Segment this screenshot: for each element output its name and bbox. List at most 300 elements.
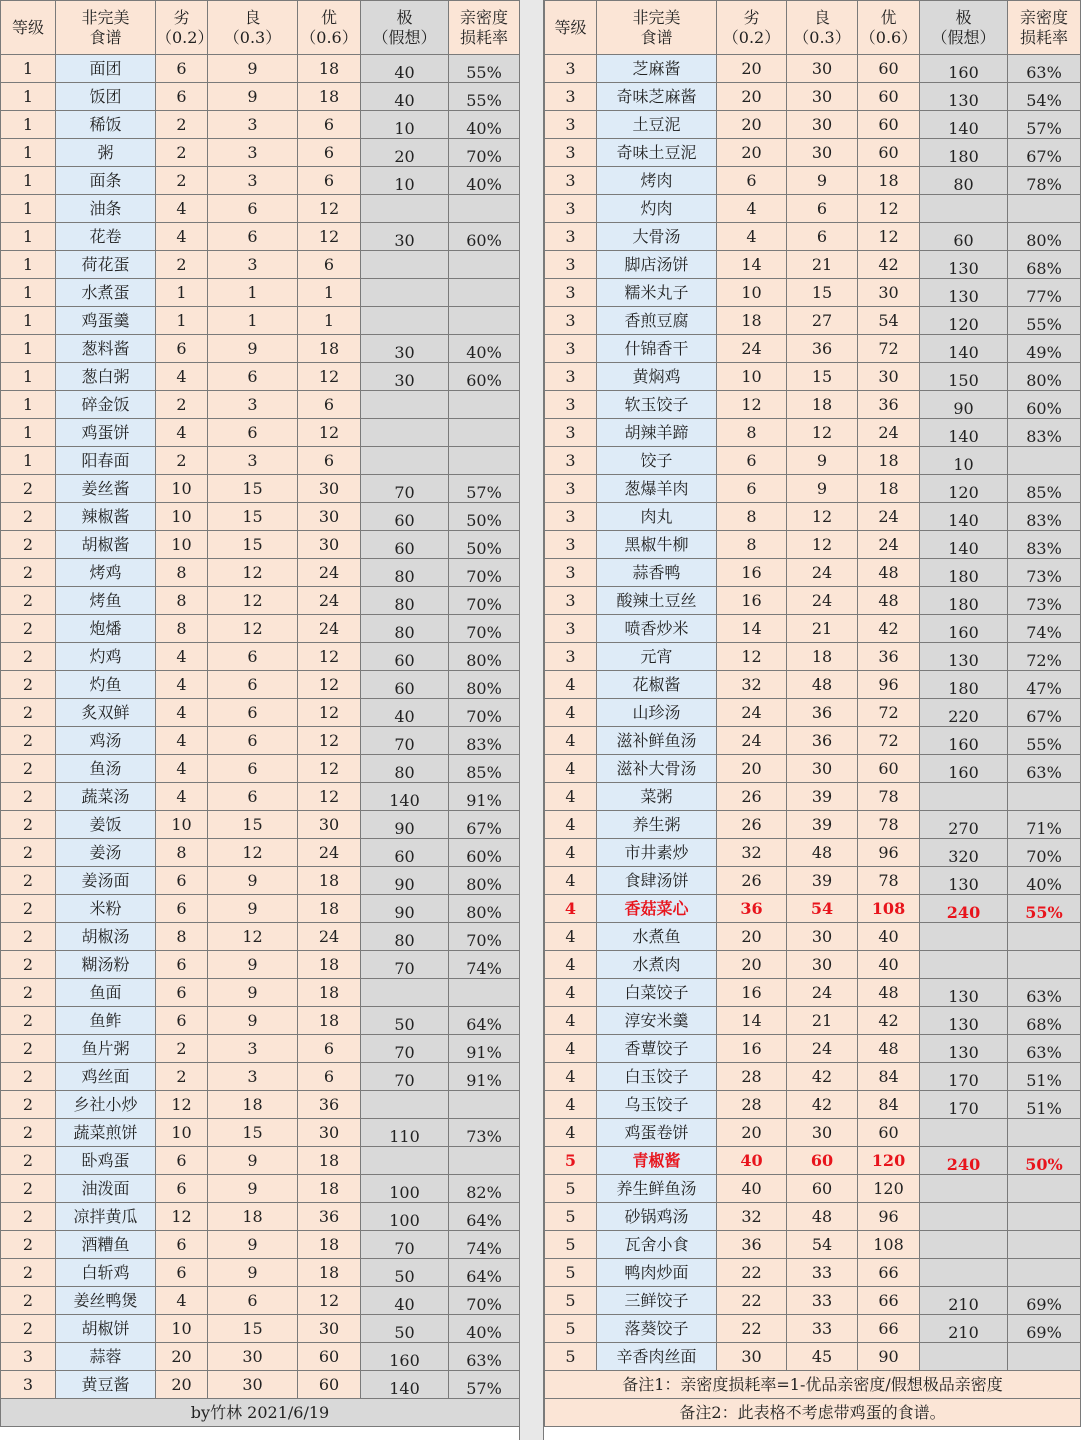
loss-rate-cell bbox=[449, 1147, 520, 1175]
table-row bbox=[1, 923, 520, 951]
loss-rate-cell bbox=[1008, 1119, 1081, 1147]
level-cell: 4 bbox=[545, 979, 597, 1007]
excellent-cell: 78 bbox=[858, 811, 920, 839]
loss-rate-cell: 67% bbox=[1008, 139, 1081, 167]
level-cell: 5 bbox=[545, 1175, 597, 1203]
table-row bbox=[545, 1063, 1081, 1091]
level-cell: 2 bbox=[1, 1231, 56, 1259]
good-cell: 30 bbox=[787, 951, 858, 979]
perfect-cell bbox=[920, 1231, 1008, 1259]
inferior-cell: 2 bbox=[156, 391, 208, 419]
good-cell: 24 bbox=[787, 1035, 858, 1063]
inferior-cell: 1 bbox=[156, 279, 208, 307]
level-cell: 2 bbox=[1, 615, 56, 643]
recipe-name-cell: 面团 bbox=[56, 55, 156, 83]
perfect-cell: 80 bbox=[361, 923, 449, 951]
recipe-name-cell: 滋补鲜鱼汤 bbox=[597, 727, 717, 755]
excellent-cell: 12 bbox=[298, 1287, 361, 1315]
inferior-cell: 10 bbox=[156, 531, 208, 559]
perfect-cell: 120 bbox=[920, 475, 1008, 503]
table-row bbox=[1, 951, 520, 979]
excellent-cell: 48 bbox=[858, 587, 920, 615]
loss-rate-cell: 80% bbox=[449, 643, 520, 671]
level-cell: 2 bbox=[1, 1091, 56, 1119]
perfect-cell: 210 bbox=[920, 1315, 1008, 1343]
good-cell: 6 bbox=[208, 699, 298, 727]
table-row bbox=[1, 139, 520, 167]
perfect-cell: 130 bbox=[920, 867, 1008, 895]
level-cell: 3 bbox=[545, 55, 597, 83]
excellent-cell: 12 bbox=[858, 195, 920, 223]
table-row bbox=[545, 1203, 1081, 1231]
perfect-cell: 180 bbox=[920, 559, 1008, 587]
level-cell: 4 bbox=[545, 1119, 597, 1147]
perfect-cell: 30 bbox=[361, 223, 449, 251]
perfect-cell: 130 bbox=[920, 83, 1008, 111]
excellent-cell: 18 bbox=[298, 335, 361, 363]
recipe-name-cell: 乡社小炒 bbox=[56, 1091, 156, 1119]
good-cell: 3 bbox=[208, 167, 298, 195]
table-row bbox=[545, 531, 1081, 559]
table-row bbox=[1, 419, 520, 447]
recipe-name-cell: 荷花蛋 bbox=[56, 251, 156, 279]
inferior-cell: 8 bbox=[156, 559, 208, 587]
perfect-cell: 60 bbox=[361, 531, 449, 559]
loss-rate-cell: 74% bbox=[449, 1231, 520, 1259]
recipe-name-cell: 软玉饺子 bbox=[597, 391, 717, 419]
excellent-cell: 96 bbox=[858, 671, 920, 699]
excellent-cell: 36 bbox=[858, 643, 920, 671]
recipe-name-cell: 养生粥 bbox=[597, 811, 717, 839]
table-row bbox=[545, 811, 1081, 839]
excellent-cell: 66 bbox=[858, 1259, 920, 1287]
good-cell: 48 bbox=[787, 671, 858, 699]
good-cell: 33 bbox=[787, 1259, 858, 1287]
perfect-cell: 160 bbox=[920, 727, 1008, 755]
loss-rate-cell bbox=[449, 195, 520, 223]
header-row bbox=[545, 1, 1081, 55]
loss-rate-cell: 64% bbox=[449, 1259, 520, 1287]
loss-rate-cell: 69% bbox=[1008, 1315, 1081, 1343]
perfect-cell: 90 bbox=[920, 391, 1008, 419]
table-row bbox=[545, 195, 1081, 223]
loss-rate-cell: 73% bbox=[449, 1119, 520, 1147]
loss-rate-cell: 67% bbox=[1008, 699, 1081, 727]
perfect-cell: 210 bbox=[920, 1287, 1008, 1315]
good-cell: 42 bbox=[787, 1063, 858, 1091]
perfect-cell: 80 bbox=[361, 755, 449, 783]
level-cell: 2 bbox=[1, 671, 56, 699]
good-cell: 9 bbox=[208, 979, 298, 1007]
good-cell: 9 bbox=[208, 55, 298, 83]
inferior-cell: 4 bbox=[156, 671, 208, 699]
excellent-cell: 6 bbox=[298, 1035, 361, 1063]
good-cell: 1 bbox=[208, 279, 298, 307]
perfect-cell bbox=[361, 279, 449, 307]
table-row bbox=[1, 811, 520, 839]
good-cell: 60 bbox=[787, 1175, 858, 1203]
perfect-cell bbox=[361, 307, 449, 335]
recipe-name-cell: 灼鱼 bbox=[56, 671, 156, 699]
level-cell: 4 bbox=[545, 783, 597, 811]
recipe-name-cell: 黄豆酱 bbox=[56, 1371, 156, 1399]
inferior-cell: 18 bbox=[717, 307, 787, 335]
loss-rate-cell: 60% bbox=[449, 223, 520, 251]
recipe-name-cell: 鸡蛋饼 bbox=[56, 419, 156, 447]
inferior-cell: 20 bbox=[717, 55, 787, 83]
excellent-cell: 30 bbox=[858, 363, 920, 391]
inferior-cell: 16 bbox=[717, 559, 787, 587]
perfect-cell: 70 bbox=[361, 1035, 449, 1063]
inferior-cell: 24 bbox=[717, 335, 787, 363]
good-cell: 15 bbox=[208, 811, 298, 839]
excellent-cell: 36 bbox=[858, 391, 920, 419]
level-cell: 1 bbox=[1, 139, 56, 167]
inferior-cell: 20 bbox=[717, 951, 787, 979]
level-cell: 1 bbox=[1, 335, 56, 363]
level-cell: 4 bbox=[545, 811, 597, 839]
good-cell: 54 bbox=[787, 895, 858, 923]
table-row bbox=[1, 83, 520, 111]
loss-rate-cell: 74% bbox=[1008, 615, 1081, 643]
excellent-cell: 78 bbox=[858, 783, 920, 811]
table-row bbox=[545, 55, 1081, 83]
recipe-name-cell: 蔬菜汤 bbox=[56, 783, 156, 811]
good-cell: 3 bbox=[208, 111, 298, 139]
perfect-cell: 60 bbox=[361, 643, 449, 671]
recipe-name-cell: 蒜香鸭 bbox=[597, 559, 717, 587]
inferior-cell: 14 bbox=[717, 251, 787, 279]
perfect-cell: 80 bbox=[361, 615, 449, 643]
good-cell: 6 bbox=[208, 223, 298, 251]
level-cell: 2 bbox=[1, 1287, 56, 1315]
perfect-cell: 70 bbox=[361, 1063, 449, 1091]
excellent-cell: 30 bbox=[298, 475, 361, 503]
good-cell: 3 bbox=[208, 1063, 298, 1091]
excellent-cell: 36 bbox=[298, 1091, 361, 1119]
recipe-name-cell: 糊汤粉 bbox=[56, 951, 156, 979]
table-row bbox=[545, 1175, 1081, 1203]
recipe-name-cell: 饭团 bbox=[56, 83, 156, 111]
good-cell: 48 bbox=[787, 839, 858, 867]
recipe-name-cell: 糯米丸子 bbox=[597, 279, 717, 307]
loss-rate-cell: 80% bbox=[449, 895, 520, 923]
good-cell: 9 bbox=[208, 1147, 298, 1175]
recipe-name-cell: 油泼面 bbox=[56, 1175, 156, 1203]
level-cell: 3 bbox=[545, 587, 597, 615]
level-cell: 4 bbox=[545, 867, 597, 895]
recipe-name-cell: 滋补大骨汤 bbox=[597, 755, 717, 783]
table-row bbox=[1, 867, 520, 895]
perfect-cell: 40 bbox=[361, 1287, 449, 1315]
table-row bbox=[1, 335, 520, 363]
recipe-name-cell: 炙双鲜 bbox=[56, 699, 156, 727]
perfect-cell: 90 bbox=[361, 811, 449, 839]
loss-rate-cell: 70% bbox=[1008, 839, 1081, 867]
table-row bbox=[1, 503, 520, 531]
level-cell: 3 bbox=[545, 195, 597, 223]
table-row bbox=[1, 1343, 520, 1371]
table-row bbox=[1, 1315, 520, 1343]
recipe-name-cell: 烤鱼 bbox=[56, 587, 156, 615]
level-cell: 5 bbox=[545, 1231, 597, 1259]
level-cell: 1 bbox=[1, 167, 56, 195]
header-level: 等级 bbox=[545, 1, 597, 55]
perfect-cell: 120 bbox=[920, 307, 1008, 335]
level-cell: 2 bbox=[1, 531, 56, 559]
inferior-cell: 8 bbox=[156, 615, 208, 643]
level-cell: 2 bbox=[1, 839, 56, 867]
loss-rate-cell bbox=[1008, 923, 1081, 951]
recipe-name-cell: 酒糟鱼 bbox=[56, 1231, 156, 1259]
good-cell: 9 bbox=[208, 335, 298, 363]
recipe-name-cell: 胡椒饼 bbox=[56, 1315, 156, 1343]
loss-rate-cell: 71% bbox=[1008, 811, 1081, 839]
loss-rate-cell: 57% bbox=[449, 1371, 520, 1399]
inferior-cell: 28 bbox=[717, 1063, 787, 1091]
inferior-cell: 14 bbox=[717, 615, 787, 643]
table-row bbox=[545, 615, 1081, 643]
loss-rate-cell: 49% bbox=[1008, 335, 1081, 363]
inferior-cell: 16 bbox=[717, 587, 787, 615]
loss-rate-cell: 63% bbox=[1008, 1035, 1081, 1063]
level-cell: 1 bbox=[1, 307, 56, 335]
level-cell: 2 bbox=[1, 1007, 56, 1035]
inferior-cell: 26 bbox=[717, 867, 787, 895]
excellent-cell: 6 bbox=[298, 167, 361, 195]
good-cell: 15 bbox=[208, 1119, 298, 1147]
excellent-cell: 108 bbox=[858, 895, 920, 923]
inferior-cell: 6 bbox=[156, 1259, 208, 1287]
excellent-cell: 40 bbox=[858, 923, 920, 951]
level-cell: 4 bbox=[545, 951, 597, 979]
inferior-cell: 30 bbox=[717, 1343, 787, 1371]
loss-rate-cell: 78% bbox=[1008, 167, 1081, 195]
inferior-cell: 6 bbox=[717, 475, 787, 503]
recipe-name-cell: 姜汤 bbox=[56, 839, 156, 867]
table-row bbox=[1, 1259, 520, 1287]
recipe-name-cell: 姜汤面 bbox=[56, 867, 156, 895]
table-row bbox=[1, 447, 520, 475]
table-row bbox=[545, 1091, 1081, 1119]
good-cell: 21 bbox=[787, 615, 858, 643]
level-cell: 4 bbox=[545, 755, 597, 783]
good-cell: 9 bbox=[208, 895, 298, 923]
perfect-cell: 170 bbox=[920, 1063, 1008, 1091]
level-cell: 2 bbox=[1, 1259, 56, 1287]
excellent-cell: 84 bbox=[858, 1063, 920, 1091]
inferior-cell: 8 bbox=[717, 503, 787, 531]
excellent-cell: 40 bbox=[858, 951, 920, 979]
loss-rate-cell: 63% bbox=[1008, 979, 1081, 1007]
good-cell: 6 bbox=[208, 1287, 298, 1315]
table-row bbox=[1, 615, 520, 643]
level-cell: 3 bbox=[545, 531, 597, 559]
good-cell: 3 bbox=[208, 251, 298, 279]
level-cell: 1 bbox=[1, 447, 56, 475]
loss-rate-cell: 57% bbox=[1008, 111, 1081, 139]
level-cell: 4 bbox=[545, 1091, 597, 1119]
excellent-cell: 66 bbox=[858, 1315, 920, 1343]
recipe-name-cell: 白菜饺子 bbox=[597, 979, 717, 1007]
table-row bbox=[1, 363, 520, 391]
level-cell: 2 bbox=[1, 811, 56, 839]
excellent-cell: 42 bbox=[858, 251, 920, 279]
inferior-cell: 8 bbox=[156, 587, 208, 615]
inferior-cell: 6 bbox=[156, 83, 208, 111]
perfect-cell: 140 bbox=[920, 335, 1008, 363]
loss-rate-cell bbox=[1008, 783, 1081, 811]
excellent-cell: 42 bbox=[858, 615, 920, 643]
inferior-cell: 6 bbox=[156, 1175, 208, 1203]
inferior-cell: 10 bbox=[156, 811, 208, 839]
table-row bbox=[1, 1119, 520, 1147]
excellent-cell: 30 bbox=[298, 1315, 361, 1343]
loss-rate-cell: 40% bbox=[449, 167, 520, 195]
perfect-cell: 150 bbox=[920, 363, 1008, 391]
perfect-cell: 90 bbox=[361, 895, 449, 923]
table-row bbox=[1, 475, 520, 503]
recipe-name-cell: 酸辣土豆丝 bbox=[597, 587, 717, 615]
recipe-name-cell: 元宵 bbox=[597, 643, 717, 671]
inferior-cell: 6 bbox=[156, 867, 208, 895]
table-row bbox=[1, 1063, 520, 1091]
inferior-cell: 12 bbox=[717, 643, 787, 671]
level-cell: 3 bbox=[545, 391, 597, 419]
level-cell: 1 bbox=[1, 83, 56, 111]
recipe-name-cell: 姜丝酱 bbox=[56, 475, 156, 503]
level-cell: 3 bbox=[545, 615, 597, 643]
loss-rate-cell bbox=[449, 307, 520, 335]
perfect-cell bbox=[920, 951, 1008, 979]
header-loss-rate: 亲密度 损耗率 bbox=[449, 1, 520, 55]
loss-rate-cell: 40% bbox=[449, 111, 520, 139]
perfect-cell: 160 bbox=[361, 1343, 449, 1371]
table-row bbox=[1, 111, 520, 139]
inferior-cell: 28 bbox=[717, 1091, 787, 1119]
good-cell: 30 bbox=[787, 1119, 858, 1147]
note-1: 备注1：亲密度损耗率=1-优品亲密度/假想极品亲密度 bbox=[545, 1371, 1081, 1399]
inferior-cell: 8 bbox=[156, 839, 208, 867]
recipe-name-cell: 鸡汤 bbox=[56, 727, 156, 755]
loss-rate-cell: 51% bbox=[1008, 1063, 1081, 1091]
level-cell: 2 bbox=[1, 559, 56, 587]
table-row bbox=[545, 1035, 1081, 1063]
right-body bbox=[545, 55, 1081, 1371]
good-cell: 3 bbox=[208, 1035, 298, 1063]
good-cell: 3 bbox=[208, 139, 298, 167]
excellent-cell: 24 bbox=[298, 559, 361, 587]
good-cell: 12 bbox=[208, 839, 298, 867]
loss-rate-cell: 50% bbox=[449, 503, 520, 531]
excellent-cell: 1 bbox=[298, 279, 361, 307]
inferior-cell: 4 bbox=[156, 223, 208, 251]
recipe-name-cell: 辛香肉丝面 bbox=[597, 1343, 717, 1371]
loss-rate-cell bbox=[1008, 1231, 1081, 1259]
excellent-cell: 24 bbox=[298, 839, 361, 867]
perfect-cell: 60 bbox=[361, 839, 449, 867]
level-cell: 4 bbox=[545, 1063, 597, 1091]
excellent-cell: 18 bbox=[298, 951, 361, 979]
excellent-cell: 66 bbox=[858, 1287, 920, 1315]
recipe-name-cell: 白斩鸡 bbox=[56, 1259, 156, 1287]
good-cell: 54 bbox=[787, 1231, 858, 1259]
perfect-cell: 180 bbox=[920, 139, 1008, 167]
table-row bbox=[1, 699, 520, 727]
table-row bbox=[545, 979, 1081, 1007]
level-cell: 4 bbox=[545, 699, 597, 727]
good-cell: 33 bbox=[787, 1315, 858, 1343]
good-cell: 30 bbox=[787, 111, 858, 139]
level-cell: 1 bbox=[1, 55, 56, 83]
loss-rate-cell: 70% bbox=[449, 923, 520, 951]
table-row bbox=[1, 1371, 520, 1399]
inferior-cell: 22 bbox=[717, 1315, 787, 1343]
excellent-cell: 30 bbox=[298, 1119, 361, 1147]
perfect-cell: 40 bbox=[361, 55, 449, 83]
table-row bbox=[545, 671, 1081, 699]
level-cell: 1 bbox=[1, 223, 56, 251]
table-row bbox=[1, 307, 520, 335]
good-cell: 21 bbox=[787, 251, 858, 279]
perfect-cell: 70 bbox=[361, 951, 449, 979]
recipe-name-cell: 山珍汤 bbox=[597, 699, 717, 727]
perfect-cell: 70 bbox=[361, 1231, 449, 1259]
excellent-cell: 30 bbox=[298, 811, 361, 839]
table-row bbox=[1, 279, 520, 307]
recipe-name-cell: 蔬菜煎饼 bbox=[56, 1119, 156, 1147]
loss-rate-cell: 91% bbox=[449, 783, 520, 811]
excellent-cell: 6 bbox=[298, 1063, 361, 1091]
perfect-cell: 70 bbox=[361, 475, 449, 503]
loss-rate-cell: 70% bbox=[449, 139, 520, 167]
loss-rate-cell bbox=[1008, 1175, 1081, 1203]
perfect-cell: 10 bbox=[361, 111, 449, 139]
inferior-cell: 8 bbox=[717, 531, 787, 559]
inferior-cell: 6 bbox=[717, 167, 787, 195]
perfect-cell: 30 bbox=[361, 335, 449, 363]
level-cell: 2 bbox=[1, 699, 56, 727]
recipe-name-cell: 阳春面 bbox=[56, 447, 156, 475]
header-good: 良 （0.3） bbox=[208, 1, 298, 55]
loss-rate-cell: 64% bbox=[449, 1203, 520, 1231]
table-row bbox=[1, 559, 520, 587]
table-row bbox=[545, 699, 1081, 727]
loss-rate-cell: 83% bbox=[1008, 531, 1081, 559]
level-cell: 1 bbox=[1, 279, 56, 307]
good-cell: 9 bbox=[787, 447, 858, 475]
perfect-cell: 240 bbox=[920, 895, 1008, 923]
perfect-cell: 180 bbox=[920, 671, 1008, 699]
perfect-cell bbox=[361, 391, 449, 419]
loss-rate-cell: 54% bbox=[1008, 83, 1081, 111]
good-cell: 15 bbox=[208, 475, 298, 503]
loss-rate-cell: 57% bbox=[449, 475, 520, 503]
recipe-name-cell: 花卷 bbox=[56, 223, 156, 251]
recipe-name-cell: 土豆泥 bbox=[597, 111, 717, 139]
table-row bbox=[545, 587, 1081, 615]
table-row bbox=[545, 307, 1081, 335]
excellent-cell: 6 bbox=[298, 447, 361, 475]
inferior-cell: 4 bbox=[156, 699, 208, 727]
inferior-cell: 8 bbox=[156, 923, 208, 951]
perfect-cell: 140 bbox=[920, 111, 1008, 139]
table-row bbox=[545, 83, 1081, 111]
table-row bbox=[1, 1007, 520, 1035]
loss-rate-cell: 91% bbox=[449, 1035, 520, 1063]
table-row bbox=[545, 951, 1081, 979]
level-cell: 2 bbox=[1, 895, 56, 923]
